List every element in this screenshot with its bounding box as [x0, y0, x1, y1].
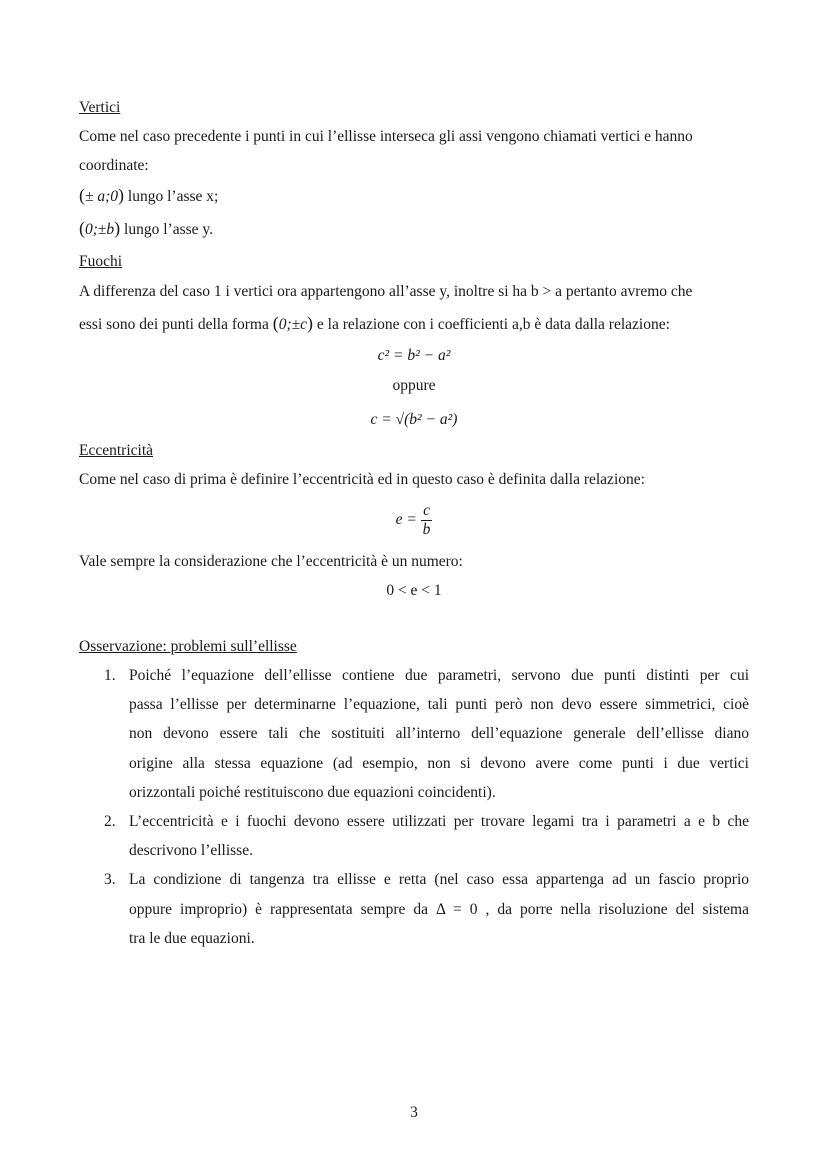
equation-c-squared: c² = b² − a² — [377, 347, 451, 364]
fraction-denominator: b — [422, 521, 431, 538]
paragraph-line: Vale sempre la considerazione che l’eccentricità è un numero: — [79, 553, 463, 570]
vertex-y-coord: 0;±b — [85, 221, 115, 238]
vertex-y-text: lungo l’asse y. — [124, 221, 214, 238]
vertex-x-coord: ± a;0 — [85, 188, 119, 205]
page-number: 3 — [410, 1104, 418, 1121]
equation-c-sqrt: c = √(b² − a²) — [370, 411, 458, 428]
section-heading-eccentricita: Eccentricità — [79, 442, 154, 459]
fuochi-line2-start: essi sono dei punti della forma — [79, 316, 269, 333]
oppure-text: oppure — [392, 377, 436, 394]
list-item-number: 3. — [104, 871, 116, 888]
paragraph-line: coordinate: — [79, 157, 149, 174]
list-item-line: origine alla stessa equazione (ad esempio, non si devono avere come punti i due vertici — [129, 755, 749, 772]
paragraph-line: Come nel caso di prima è definire l’eccentricità ed in questo caso è definita dalla relazione: — [79, 471, 645, 488]
section-heading-osservazione: Osservazione: problemi sull’ellisse — [79, 638, 297, 655]
section-heading-vertici: Vertici — [79, 99, 121, 116]
list-item-line: passa l’ellisse per determinarne l’equazione, tali punti però non devo essere simmetrici, cioè — [129, 696, 749, 713]
list-item-line: Poiché l’equazione dell’ellisse contiene due parametri, servono due punti distinti per cui — [129, 667, 749, 684]
list-item-line: descrivono l’ellisse. — [129, 842, 253, 859]
paragraph-line: Come nel caso precedente i punti in cui l’ellisse interseca gli assi vengono chiamati vertici e hanno — [79, 128, 693, 145]
paragraph-line: essi sono dei punti della forma (0;±c) e la relazione con i coefficienti a,b è data dalla relazione: — [79, 313, 670, 333]
list-item-line: La condizione di tangenza tra ellisse e retta (nel caso essa appartenga ad un fascio proprio — [129, 871, 749, 888]
focus-coord: 0;±c — [278, 316, 308, 333]
list-item-number: 2. — [104, 813, 116, 830]
list-item-line: orizzontali poiché restituiscono due equazioni coincidenti). — [129, 784, 496, 801]
paragraph-line: A differenza del caso 1 i vertici ora appartengono all’asse y, inoltre si ha b > a pertanto avremo che — [79, 283, 693, 300]
fraction-numerator: c — [423, 502, 430, 519]
equation-eccentricity — [0, 502, 828, 539]
list-item-line: tra le due equazioni. — [129, 930, 255, 947]
vertex-x-line: (± a;0) lungo l’asse x; — [79, 185, 219, 205]
list-item-line: non devono essere tali che sostituiti all’interno dell’equazione generale dell’ellisse diano — [129, 725, 749, 742]
list-item-line: oppure improprio) è rappresentata sempre da Δ = 0 , da porre nella risoluzione del sistema — [129, 901, 749, 918]
section-heading-fuochi: Fuochi — [79, 253, 123, 270]
eccentricity-fraction — [421, 502, 433, 539]
inequality-eccentricity: 0 < e < 1 — [386, 582, 442, 599]
eccentricity-lhs: e = — [395, 511, 417, 529]
vertex-y-line: (0;±b) lungo l’asse y. — [79, 218, 214, 238]
fuochi-line2-end: e la relazione con i coefficienti a,b è data dalla relazione: — [316, 316, 670, 333]
vertex-x-text: lungo l’asse x; — [127, 188, 219, 205]
list-item-line: L’eccentricità e i fuochi devono essere utilizzati per trovare legami tra i parametri a e b che — [129, 813, 749, 830]
list-item-number: 1. — [104, 667, 116, 684]
